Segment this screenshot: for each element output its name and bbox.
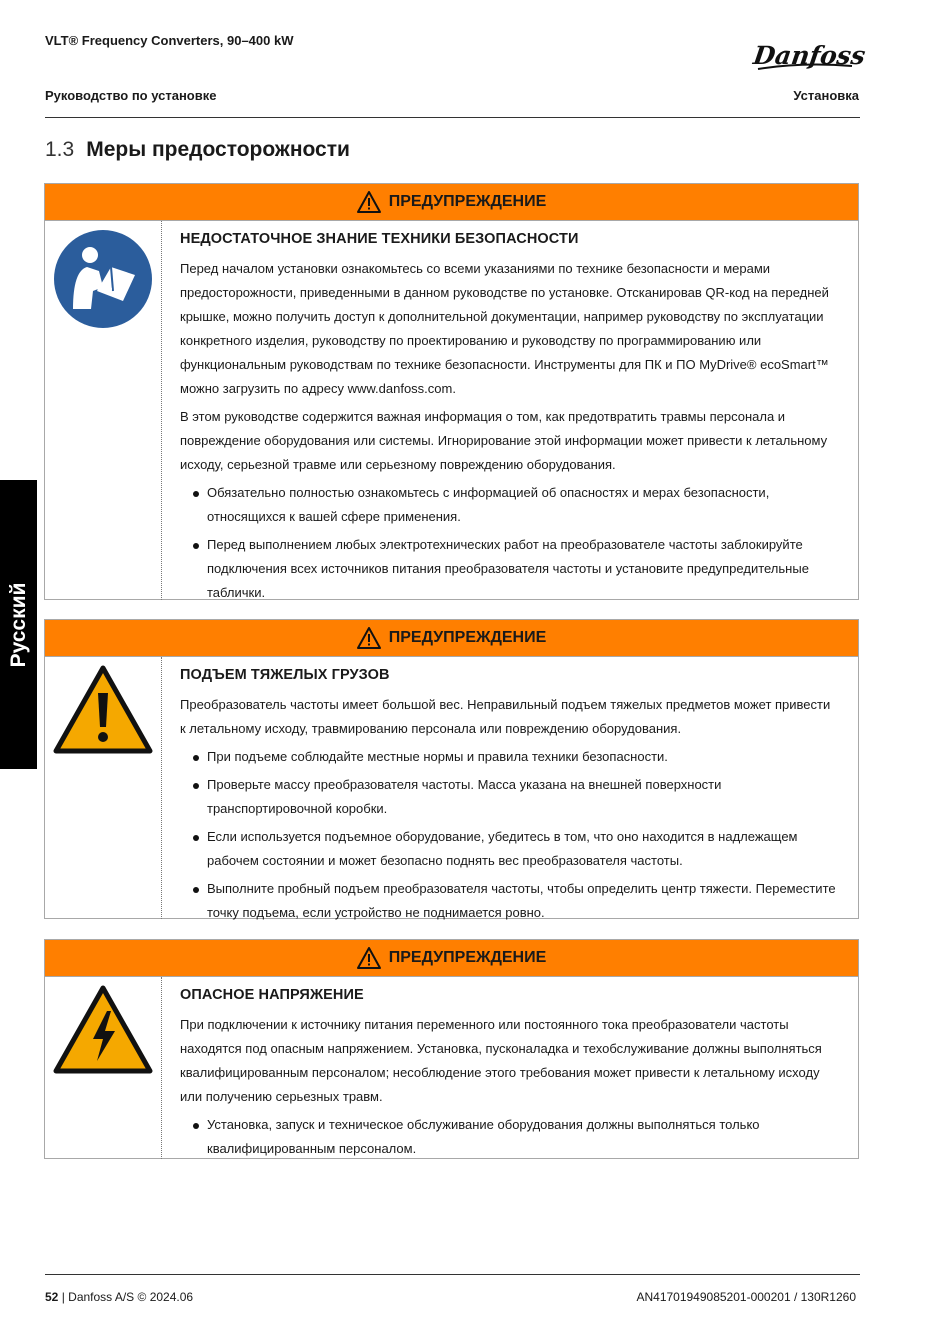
bullet-item: Если используется подъемное оборудование, убедитесь в том, что оно находится в надлежащем рабочем состоянии и может безопасно поднять вес преобразователя частоты. xyxy=(180,825,838,873)
warning-bullet-list xyxy=(180,745,838,925)
warning-bullet-list xyxy=(180,1113,838,1161)
warning-bar xyxy=(45,184,858,220)
language-tab-label: Русский xyxy=(6,582,30,667)
warning-triangle-icon xyxy=(357,947,381,969)
warning-box-heavy-lifting xyxy=(44,619,859,919)
warning-box-dangerous-voltage xyxy=(44,939,859,1159)
exclamation-hazard-icon xyxy=(53,665,153,757)
bullet-item: Перед выполнением любых электротехнических работ на преобразователе частоты заблокируйте подключения всех источников питания преобразователя частоты и установите предупредительные таблички. xyxy=(180,533,838,605)
icon-cell xyxy=(45,977,162,1159)
icon-cell xyxy=(45,221,162,600)
bullet-item: Проверьте массу преобразователя частоты. Масса указана на внешней поверхности транспортировочной коробки. xyxy=(180,773,838,821)
warning-heading: НЕДОСТАТОЧНОЕ ЗНАНИЕ ТЕХНИКИ БЕЗОПАСНОСТИ xyxy=(180,231,579,247)
danfoss-logo xyxy=(751,38,868,76)
warning-paragraph: Перед началом установки ознакомьтесь со всеми указаниями по технике безопасности и мерами предосторожности, приведенными в данном руководстве по установке. Отсканировав QR-код на передней крышке, можно получить доступ к дополнительной документации, например руководству по эксплуатации конкретного изделия, руководству по проектированию и руководству по программированию или функциональным руководствам по технике безопасности. Инструменты для ПК и ПО MyDrive® ecoSmart™ можно загрузить по адресу www.danfoss.com. xyxy=(180,261,829,396)
warning-box-safety-knowledge xyxy=(44,183,859,600)
section-title: Меры предосторожности xyxy=(86,138,350,161)
warning-heading: ПОДЪЕМ ТЯЖЕЛЫХ ГРУЗОВ xyxy=(180,667,390,683)
bullet-item: При подъеме соблюдайте местные нормы и правила техники безопасности. xyxy=(180,745,838,769)
bullet-item: Установка, запуск и техническое обслуживание оборудования должны выполняться только квалифицированным персоналом. xyxy=(180,1113,838,1161)
section-heading xyxy=(45,138,350,162)
warning-bar xyxy=(45,620,858,656)
language-tab xyxy=(0,480,37,769)
warning-text xyxy=(162,657,858,919)
warning-text xyxy=(162,977,858,1159)
footer-page-info xyxy=(45,1290,193,1304)
footer-divider xyxy=(45,1274,860,1275)
warning-label: ПРЕДУПРЕЖДЕНИЕ xyxy=(388,949,547,966)
document-id: AN41701949085201-000201 / 130R1260 xyxy=(636,1290,856,1304)
page-number: 52 xyxy=(45,1290,59,1304)
document-subtitle: Руководство по установке xyxy=(45,88,217,103)
svg-text:Danfoss: Danfoss xyxy=(751,40,868,70)
high-voltage-hazard-icon xyxy=(53,985,153,1077)
bullet-item: Выполните пробный подъем преобразователя частоты, чтобы определить центр тяжести. Переместите точку подъема, если устройство не поднимается ровно. xyxy=(180,877,838,925)
bullet-item: Обязательно полностью ознакомьтесь с информацией об опасностях и мерах безопасности, относящихся к вашей сфере применения. xyxy=(180,481,838,529)
header-divider xyxy=(45,117,860,118)
document-title: VLT® Frequency Converters, 90–400 kW xyxy=(45,33,294,48)
warning-bullet-list xyxy=(180,481,838,605)
warning-label: ПРЕДУПРЕЖДЕНИЕ xyxy=(388,193,547,210)
warning-paragraph: В этом руководстве содержится важная информация о том, как предотвратить травмы персонала и повреждение оборудования или системы. Игнорирование этой информации может привести к летальному исходу, серьезной травме или серьезному повреждению оборудования. xyxy=(180,409,828,472)
warning-triangle-icon xyxy=(357,191,381,213)
icon-cell xyxy=(45,657,162,919)
section-number: 1.3 xyxy=(45,138,75,161)
warning-paragraph: Преобразователь частоты имеет большой вес. Неправильный подъем тяжелых предметов может привести к летальному исходу, травмированию персонала или повреждению оборудования. xyxy=(180,697,831,736)
chapter-name: Установка xyxy=(793,88,859,103)
warning-label: ПРЕДУПРЕЖДЕНИЕ xyxy=(388,629,547,646)
warning-bar xyxy=(45,940,858,976)
warning-paragraph: При подключении к источнику питания переменного или постоянного тока преобразователи частоты находятся под опасным напряжением. Установка, пусконаладка и техобслуживание должны выполняться квалифицированным персоналом; несоблюдение этого требования может привести к летальному исходу или получению серьезных травм. xyxy=(180,1017,822,1104)
warning-heading: ОПАСНОЕ НАПРЯЖЕНИЕ xyxy=(180,987,364,1003)
read-manual-icon xyxy=(53,229,153,329)
footer-company: | Danfoss A/S © 2024.06 xyxy=(61,1290,194,1304)
warning-triangle-icon xyxy=(357,627,381,649)
warning-text xyxy=(162,221,858,600)
